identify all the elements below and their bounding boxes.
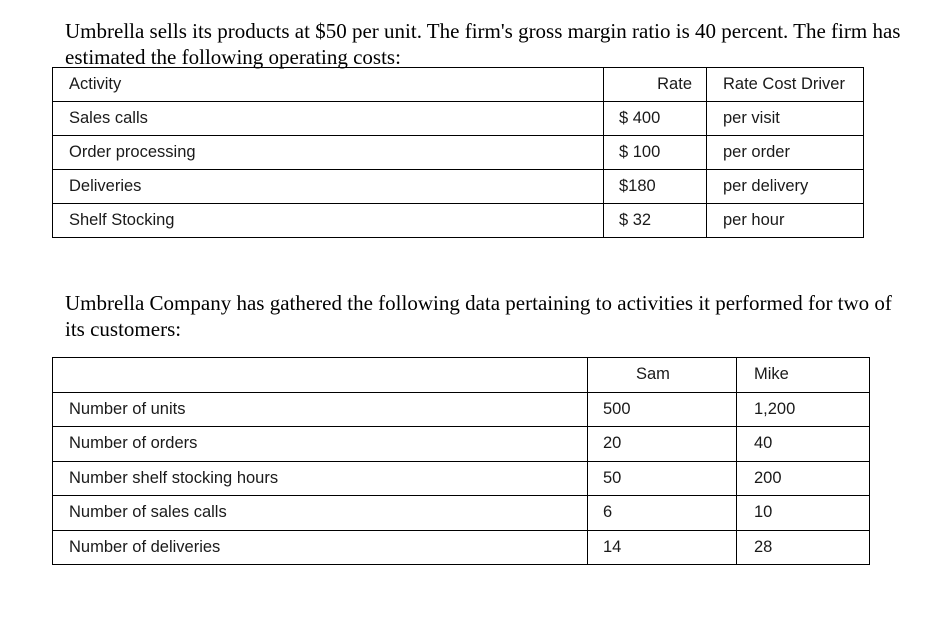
- driver-cell: per hour: [723, 211, 785, 229]
- rate-cell: $180: [604, 170, 707, 204]
- table-row: [53, 136, 864, 170]
- mike-value-cell: 10: [754, 503, 773, 522]
- rate-cell: $ 400: [604, 102, 707, 136]
- measure-cell: Number of sales calls: [69, 503, 227, 522]
- header-mike: Mike: [754, 365, 789, 384]
- sam-value-cell: 500: [588, 392, 737, 427]
- sam-value-cell: 6: [588, 496, 737, 531]
- sam-value-cell: 50: [588, 461, 737, 496]
- activity-cell: Sales calls: [69, 109, 148, 127]
- table-row: [53, 204, 864, 238]
- sam-value-cell: 14: [588, 530, 737, 565]
- driver-cell: per delivery: [723, 177, 809, 195]
- measure-cell: Number of units: [69, 399, 186, 418]
- driver-cell: per order: [723, 143, 790, 161]
- header-rate: Rate: [604, 68, 707, 102]
- activity-cell: Order processing: [69, 143, 196, 161]
- table-row: [53, 102, 864, 136]
- table-row: [53, 496, 870, 531]
- measure-cell: Number shelf stocking hours: [69, 468, 279, 487]
- table-row: [53, 392, 870, 427]
- measure-cell: Number of deliveries: [69, 537, 221, 556]
- mike-value-cell: 40: [754, 434, 773, 453]
- header-activity: Activity: [69, 75, 122, 93]
- sam-value-cell: 20: [588, 427, 737, 462]
- operating-costs-table: [52, 67, 864, 238]
- table-header-row: [53, 358, 870, 393]
- intro-paragraph: Umbrella sells its products at $50 per unit. The firm's gross margin ratio is 40 percent. The firm has estimated the following operating costs:: [65, 19, 901, 69]
- customer-data-paragraph: Umbrella Company has gathered the following data pertaining to activities it performed for two of its customers:: [65, 291, 892, 341]
- mike-value-cell: 200: [754, 468, 782, 487]
- mike-value-cell: 28: [754, 537, 773, 556]
- table-row: [53, 461, 870, 496]
- mike-value-cell: 1,200: [754, 399, 796, 418]
- activity-cell: Shelf Stocking: [69, 211, 175, 229]
- table-header-row: [53, 68, 864, 102]
- table-row: [53, 170, 864, 204]
- customer-activity-table: [52, 357, 870, 565]
- activity-cell: Deliveries: [69, 177, 142, 195]
- header-sam: Sam: [588, 358, 737, 393]
- measure-cell: Number of orders: [69, 434, 198, 453]
- rate-cell: $ 32: [604, 204, 707, 238]
- header-rate-cost-driver: Rate Cost Driver: [723, 75, 845, 93]
- table-row: [53, 530, 870, 565]
- rate-cell: $ 100: [604, 136, 707, 170]
- header-blank: [53, 358, 588, 393]
- table-row: [53, 427, 870, 462]
- driver-cell: per visit: [723, 109, 780, 127]
